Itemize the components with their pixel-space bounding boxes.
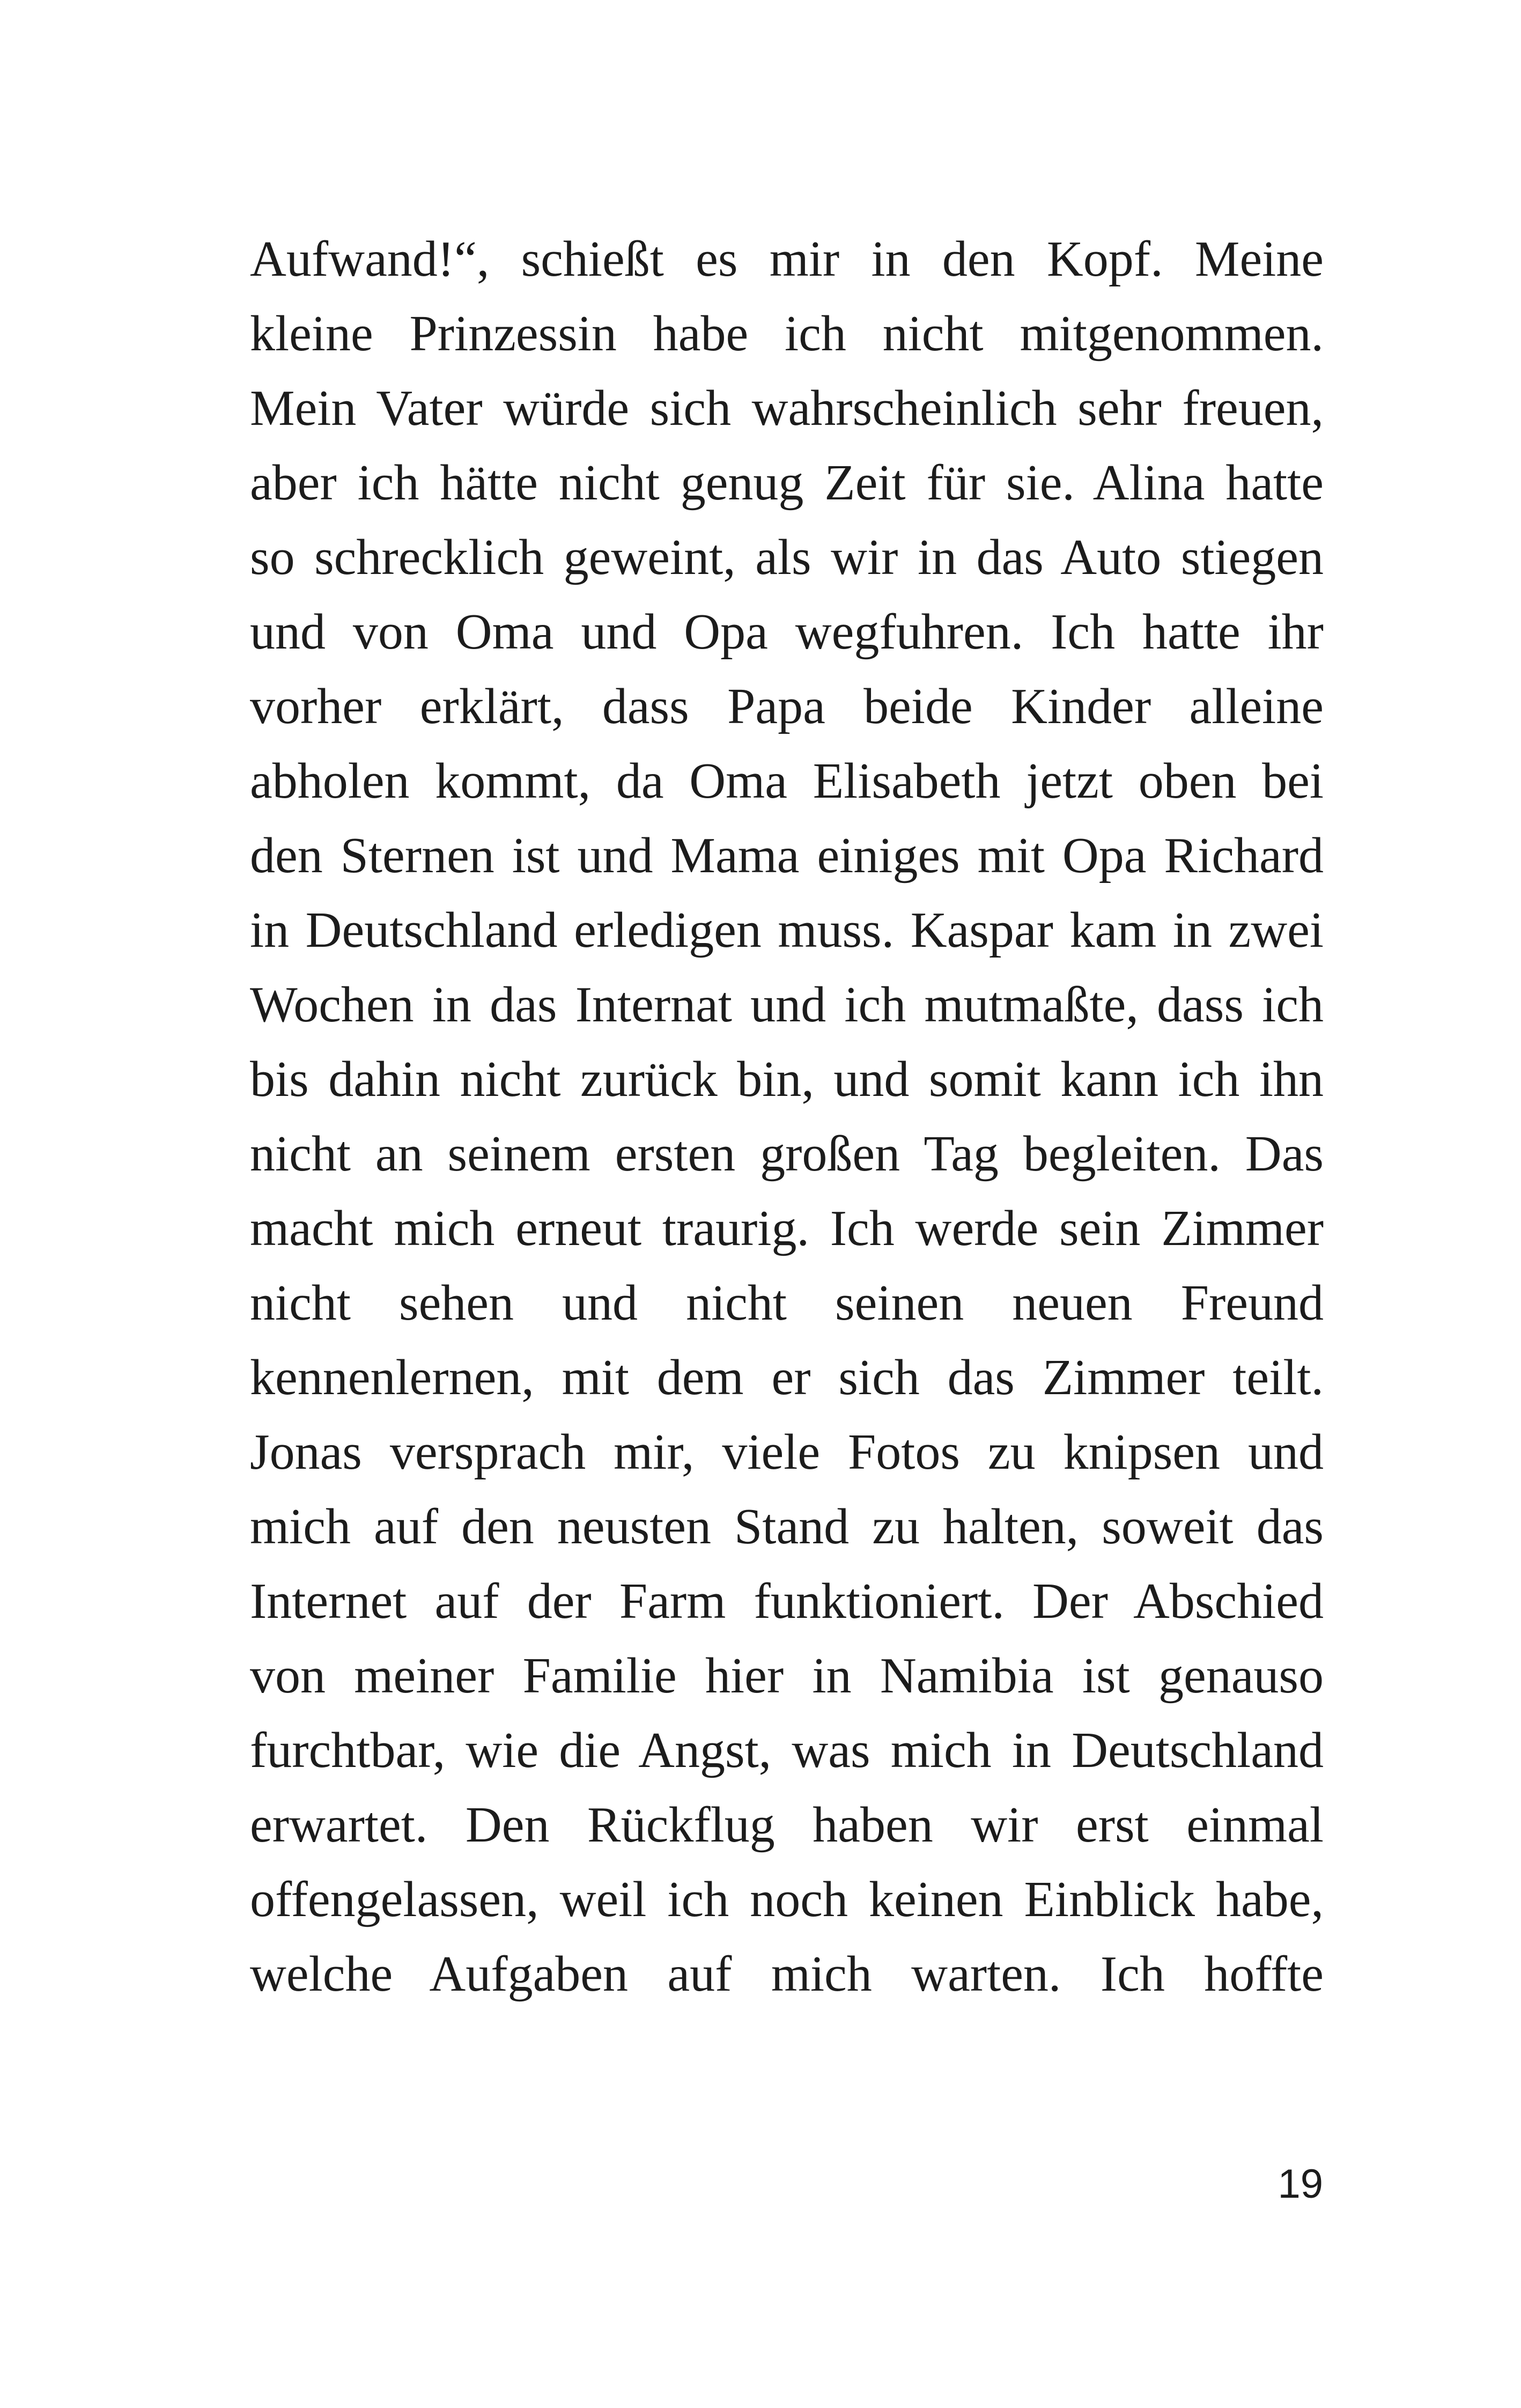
text-line: nicht sehen und nicht seinen neuen Freund <box>250 1275 1324 1331</box>
text-line: vorher erklärt, dass Papa beide Kinder alleine <box>250 679 1324 734</box>
text-line: abholen kommt, da Oma Elisabeth jetzt oben bei <box>250 753 1324 809</box>
body-text <box>250 222 1324 2012</box>
text-line: Internet auf der Farm funktioniert. Der Abschied <box>250 1573 1324 1629</box>
text-line: welche Aufgaben auf mich warten. Ich hoffte <box>250 1946 1324 2002</box>
text-line: von meiner Familie hier in Namibia ist genauso <box>250 1648 1324 1704</box>
text-line: und von Oma und Opa wegfuhren. Ich hatte ihr <box>250 604 1324 660</box>
text-line: kennenlernen, mit dem er sich das Zimmer teilt. <box>250 1350 1324 1405</box>
text-line: macht mich erneut traurig. Ich werde sein Zimmer <box>250 1201 1324 1256</box>
text-line: so schrecklich geweint, als wir in das Auto stiegen <box>250 529 1324 585</box>
page-number: 19 <box>1278 2161 1323 2207</box>
text-line: bis dahin nicht zurück bin, und somit kann ich ihn <box>250 1051 1324 1107</box>
text-line: furchtbar, wie die Angst, was mich in Deutschland <box>250 1722 1324 1778</box>
text-line: Aufwand!“, schießt es mir in den Kopf. Meine <box>250 231 1324 287</box>
text-line: den Sternen ist und Mama einiges mit Opa Richard <box>250 828 1324 883</box>
text-line: Mein Vater würde sich wahrscheinlich sehr freuen, <box>250 380 1324 436</box>
text-line: kleine Prinzessin habe ich nicht mitgenommen. <box>250 306 1324 362</box>
text-line: aber ich hätte nicht genug Zeit für sie. Alina hatte <box>250 455 1324 511</box>
text-line: erwartet. Den Rückflug haben wir erst einmal <box>250 1797 1324 1853</box>
text-line: in Deutschland erledigen muss. Kaspar kam in zwei <box>250 902 1324 958</box>
text-line: nicht an seinem ersten großen Tag begleiten. Das <box>250 1126 1324 1182</box>
text-line: mich auf den neusten Stand zu halten, soweit das <box>250 1499 1324 1555</box>
text-line: Wochen in das Internat und ich mutmaßte, dass ich <box>250 977 1324 1033</box>
text-line: offengelassen, weil ich noch keinen Einblick habe, <box>250 1872 1324 1927</box>
text-line: Jonas versprach mir, viele Fotos zu knipsen und <box>250 1424 1324 1480</box>
